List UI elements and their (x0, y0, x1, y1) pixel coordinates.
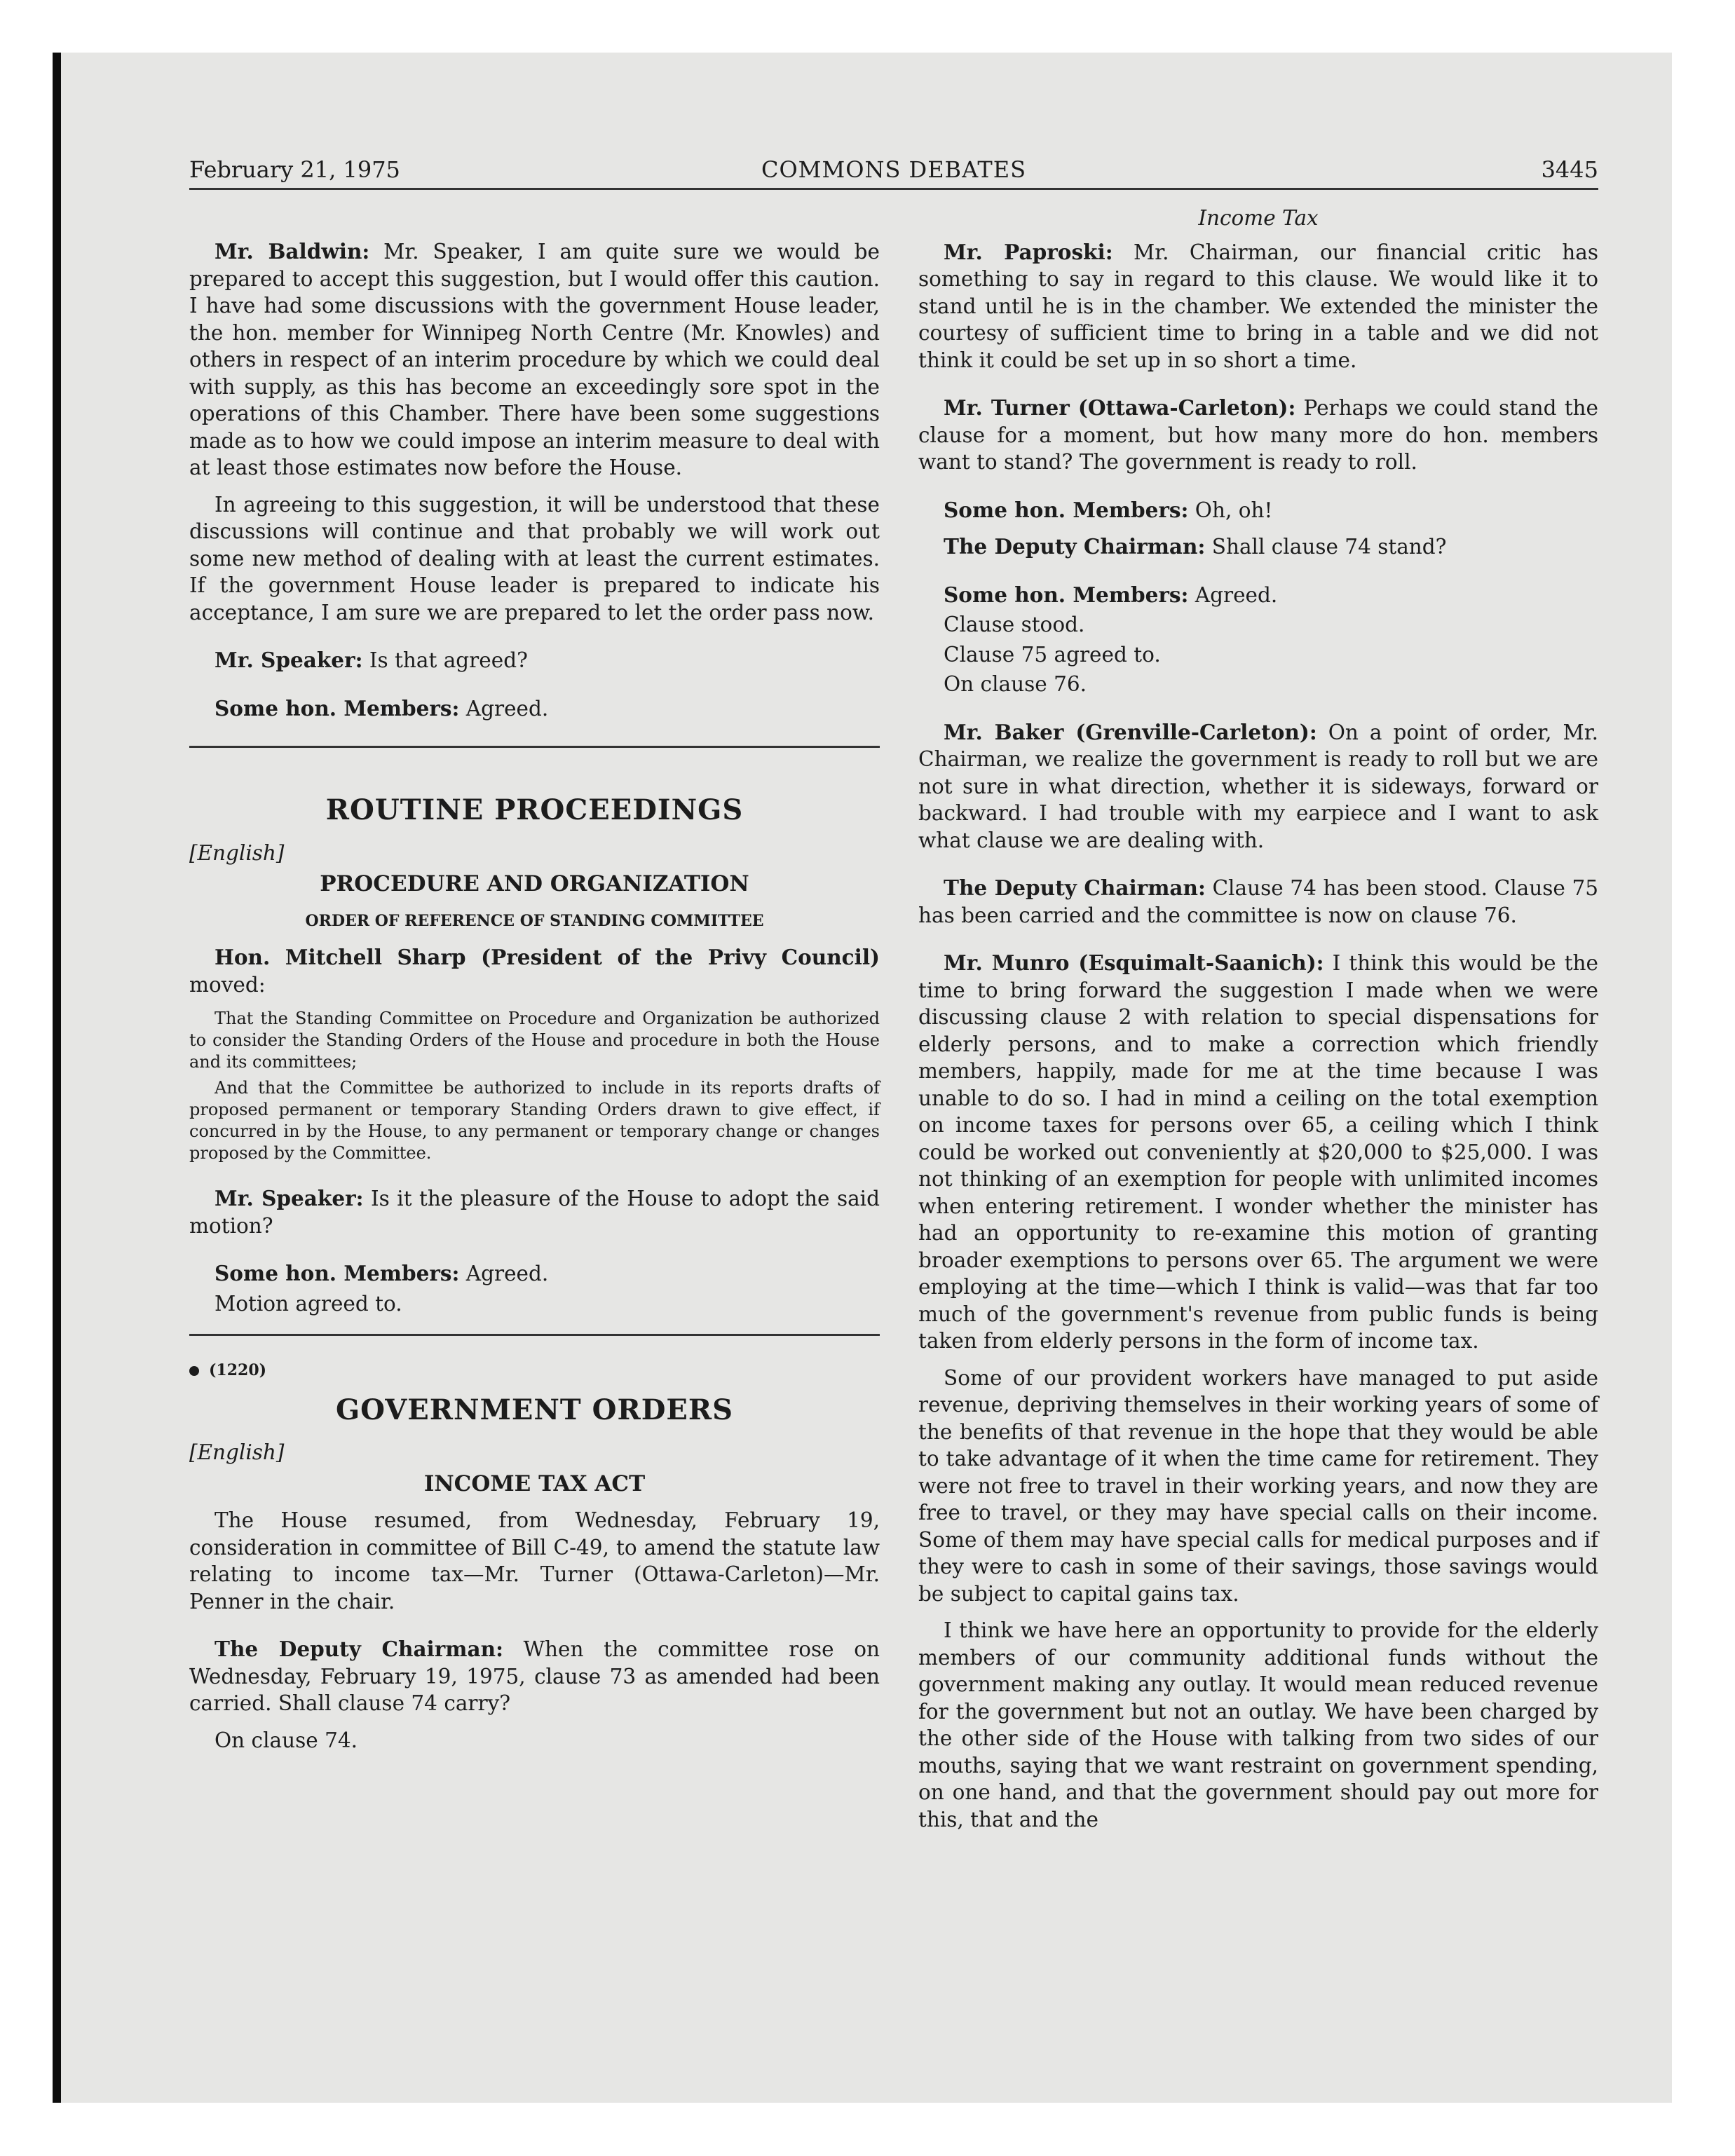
speech-text: Agreed. (1188, 582, 1278, 607)
speaker-name: Some hon. Members: (944, 582, 1189, 607)
paragraph (189, 1260, 880, 1288)
speaker-name: Mr. Munro (Esquimalt-Saanich): (944, 950, 1324, 975)
heading-income-tax-act: INCOME TAX ACT (423, 1471, 646, 1496)
speaker-name: Mr. Speaker: (215, 648, 363, 672)
speech-text: On a point of order, Mr. Chairman, we realize the government is ready to roll but we are not sure in what direction, whether it is sideways, forward or backward. I had trouble with my earpiece and I want to ask what clause we are dealing with. (918, 720, 1598, 852)
header-page-number: 3445 (1541, 156, 1598, 183)
speech-text: moved: (189, 972, 266, 997)
speech-text: Agreed. (459, 696, 549, 721)
speaker-name: Some hon. Members: (215, 695, 460, 721)
timestamp: (1220) (209, 1361, 267, 1379)
paragraph (189, 647, 880, 674)
paragraph: On clause 76. (944, 672, 1087, 696)
paragraph (189, 238, 880, 482)
speech-text: Perhaps we could stand the clause for a moment, but how many more do hon. members want to stand? The government is ready to roll. (918, 396, 1599, 474)
speech-text: Is it the pleasure of the House to adopt the said motion? (189, 1187, 880, 1238)
section-title: Income Tax (1198, 206, 1319, 230)
speaker-name: Mr. Speaker: (215, 1186, 364, 1210)
paragraph (918, 533, 1598, 561)
language-marker: [English] (189, 1440, 285, 1464)
paragraph: I think we have here an opportunity to provide for the elderly members of our community additional funds without the government making any outlay. It would mean reduced revenue for the government but not an outlay. We have been charged by the other side of the House with talking from two sides of our mouths, saying that we want restraint on government spending, on one hand, and that the government should pay out more for this, that and the (918, 1618, 1598, 1831)
paragraph: The House resumed, from Wednesday, February 19, consideration in committee of Bill C-49, to amend the statute law relating to income tax—Mr. Turner (Ottawa-Carleton)—Mr. Penner in the chair. (189, 1508, 880, 1613)
paragraph: On clause 74. (215, 1728, 358, 1752)
speaker-name: The Deputy Chairman: (944, 534, 1206, 559)
speaker-name: Hon. Mitchell Sharp (President of the Privy Council) (215, 945, 880, 969)
speaker-name: Mr. Baker (Grenville-Carleton): (944, 719, 1317, 744)
speaker-name: Mr. Baldwin: (215, 239, 370, 264)
left-column (189, 238, 880, 1763)
speaker-name: Some hon. Members: (944, 497, 1189, 522)
speaker-name: Some hon. Members: (215, 1261, 460, 1285)
speech-text: Clause 74 has been stood. Clause 75 has been carried and the committee is now on clause 76. (918, 876, 1598, 927)
speech-text: Mr. Speaker, I am quite sure we would be prepared to accept this suggestion, but I would offer this caution. I have had some discussions with the government House leader, the hon. member for Winnipeg North Centre (Mr. Knowles) and others in respect of an interim procedure by which we could deal with supply, as this has become an exceedingly sore spot in the operations of this Chamber. There have been some suggestions made as to how we could impose an interim measure to deal with at least those estimates now before the House. (189, 240, 880, 479)
divider (189, 1334, 880, 1336)
speech-text: Is that agreed? (362, 648, 528, 672)
speech-text: I think this would be the time to bring forward the suggestion I made when we were discussing clause 2 with relation to special dispensations for elderly persons, and to make a correction which friendly members, happily, made for me at the time because I was unable to do so. I had in mind a ceiling on the total exemption on income taxes for persons over 65, a ceiling which I think could be worked out conveniently at $20,000 to $25,000. I was not thinking of an exemption for people with unlimited incomes when entering retirement. I wonder whether the minister has had an opportunity to re-examine this motion of granting broader exemptions to persons over 65. The argument we were employing at the time—which I think is valid—was that far too much of the government's revenue from public funds is being taken from elderly persons in the form of income tax. (918, 951, 1598, 1353)
heading-procedure: PROCEDURE AND ORGANIZATION (320, 871, 749, 896)
paragraph (918, 497, 1598, 524)
speech-text: Agreed. (459, 1262, 549, 1285)
paragraph: In agreeing to this suggestion, it will be understood that these discussions will continue and that probably we will work out some new method of dealing with at least the current estimates. If the government House leader is prepared to indicate his acceptance, I am sure we are prepared to let the order pass now. (189, 492, 880, 625)
speaker-name: The Deputy Chairman: (944, 875, 1206, 900)
page-header (189, 153, 1598, 190)
header-title: COMMONS DEBATES (761, 156, 1027, 183)
heading-routine-proceedings: ROUTINE PROCEEDINGS (325, 793, 744, 826)
heading-order-of-reference: ORDER OF REFERENCE OF STANDING COMMITTEE (305, 911, 764, 930)
speech-text: Oh, oh! (1188, 498, 1273, 522)
paragraph (189, 944, 880, 998)
paragraph (189, 695, 880, 723)
speech-text: When the committee rose on Wednesday, February 19, 1975, clause 73 as amended had been carried. Shall clause 74 carry? (189, 1637, 880, 1715)
paragraph (189, 1185, 880, 1239)
right-column (918, 205, 1598, 1843)
language-marker: [English] (189, 840, 285, 865)
divider (189, 746, 880, 748)
motion-text: And that the Committee be authorized to include in its reports drafts of proposed permanent or temporary Standing Orders drawn to give effect, if concurred in by the House, to any permanent or temporary change or changes proposed by the Committee. (189, 1078, 880, 1163)
header-date: February 21, 1975 (189, 156, 400, 183)
paragraph: Some of our provident workers have managed to put aside revenue, depriving themselves in their working years of some of the benefits of that revenue in the hope that they would be able to take advantage of it when the time came for retirement. They were not free to travel in their working years, and now they are free to travel, or they may have special calls on their income. Some of them may have special calls for medical purposes and if they were to cash in some of their savings, those savings would be subject to capital gains tax. (918, 1365, 1598, 1606)
paragraph: Clause stood. (944, 613, 1085, 636)
speech-text: Shall clause 74 stand? (1205, 535, 1447, 559)
speaker-name: Mr. Turner (Ottawa-Carleton): (944, 395, 1296, 420)
speech-text: Mr. Chairman, our financial critic has something to say in regard to this clause. We would like it to stand until he is in the chamber. We extended the minister the courtesy of sufficient time to bring in a table and we did not think it could be set up in so short a time. (918, 240, 1598, 372)
paragraph (189, 1636, 880, 1717)
paragraph (918, 582, 1598, 609)
paragraph (918, 950, 1598, 1355)
paragraph: Clause 75 agreed to. (944, 642, 1161, 667)
bullet-icon (189, 1366, 199, 1376)
paragraph: Motion agreed to. (215, 1291, 402, 1316)
speaker-name: The Deputy Chairman: (215, 1637, 503, 1661)
timestamp-marker (189, 1357, 880, 1384)
paragraph (918, 719, 1598, 854)
motion-text: That the Standing Committee on Procedure and Organization be authorized to consider the Standing Orders of the House and procedure in both the House and its committees; (189, 1009, 880, 1072)
paragraph (918, 239, 1598, 374)
speaker-name: Mr. Paproski: (944, 239, 1113, 264)
heading-government-orders: GOVERNMENT ORDERS (335, 1393, 734, 1426)
paragraph (918, 395, 1598, 476)
paragraph (918, 875, 1598, 929)
